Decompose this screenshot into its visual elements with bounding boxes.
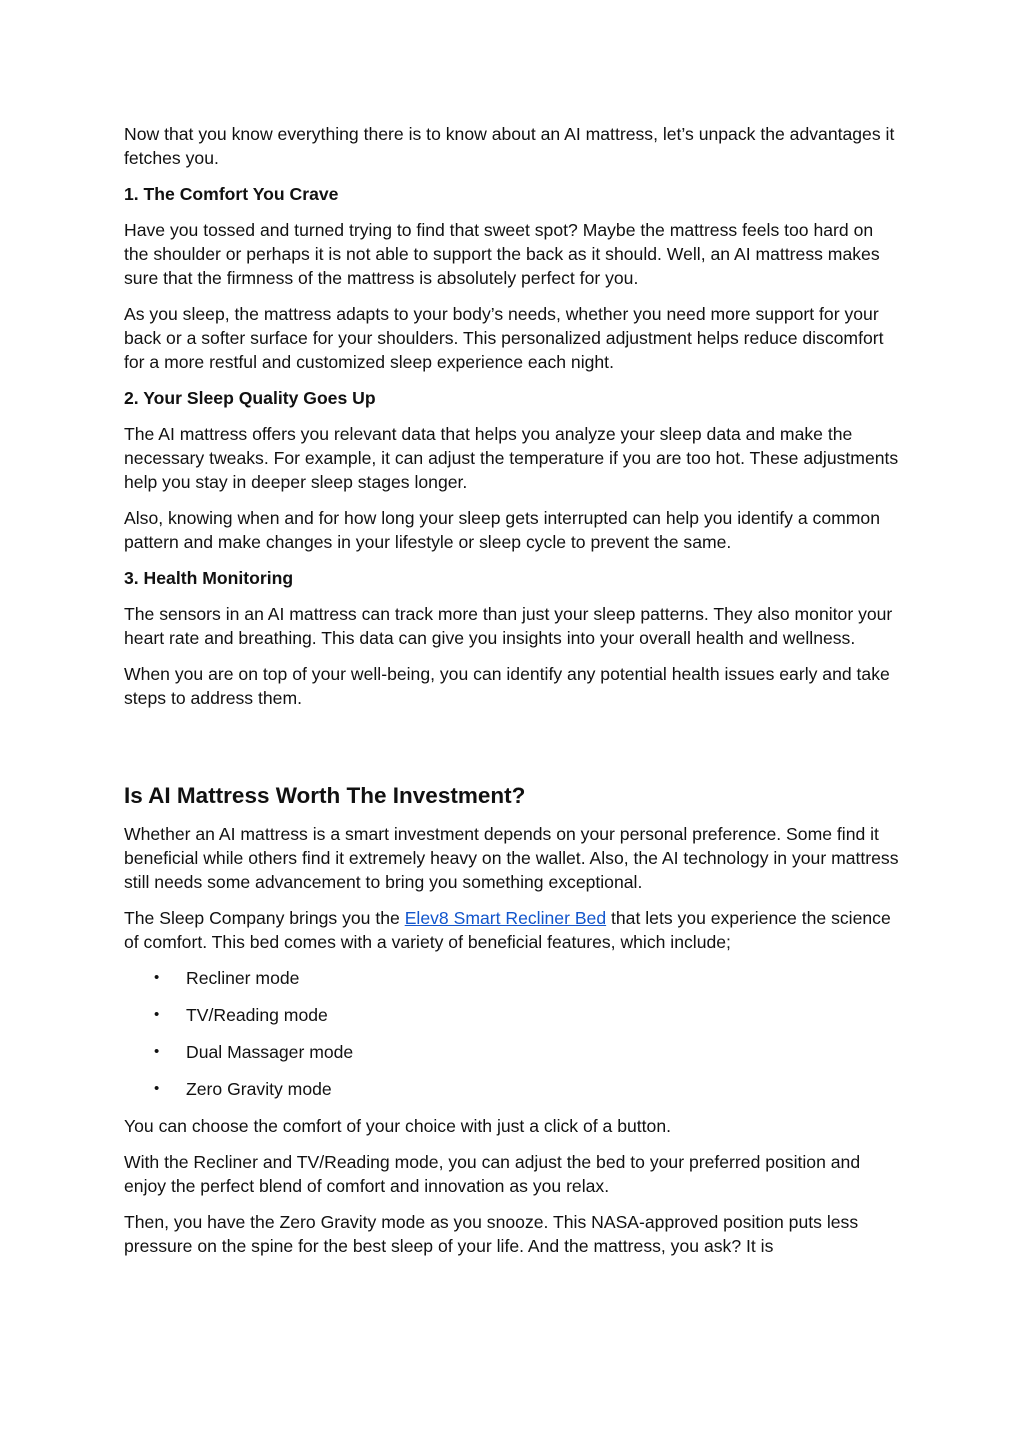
paragraph: Then, you have the Zero Gravity mode as you snooze. This NASA-approved position puts less pressure on the spine for the best sleep of your life. And the mattress, you ask? It is xyxy=(124,1212,859,1256)
list-item xyxy=(124,1040,899,1064)
bullet-icon: • xyxy=(154,1006,160,1023)
list-item-label: Zero Gravity mode xyxy=(186,1079,332,1099)
section-heading-health-monitoring: 3. Health Monitoring xyxy=(124,568,294,588)
paragraph: With the Recliner and TV/Reading mode, you can adjust the bed to your preferred position and enjoy the perfect blend of comfort and innovation as you relax. xyxy=(124,1152,861,1196)
list-item xyxy=(124,1003,899,1027)
paragraph: You can choose the comfort of your choice with just a click of a button. xyxy=(124,1116,672,1136)
section-heading-comfort: 1. The Comfort You Crave xyxy=(124,184,339,204)
list-item xyxy=(124,966,899,990)
paragraph: Also, knowing when and for how long your sleep gets interrupted can help you identify a common pattern and make changes in your lifestyle or sleep cycle to prevent the same. xyxy=(124,508,880,552)
paragraph: Whether an AI mattress is a smart investment depends on your personal preference. Some find it beneficial while others find it extremely heavy on the wallet. Also, the AI technology in your mattress still needs some advancement to bring you something exceptional. xyxy=(124,824,899,892)
paragraph: When you are on top of your well-being, you can identify any potential health issues early and take steps to address them. xyxy=(124,664,890,708)
paragraph: As you sleep, the mattress adapts to your body’s needs, whether you need more support for your back or a softer surface for your shoulders. This personalized adjustment helps reduce discomfort for a more restful and customized sleep experience each night. xyxy=(124,304,884,372)
bullet-icon: • xyxy=(154,1043,160,1060)
paragraph: The AI mattress offers you relevant data that helps you analyze your sleep data and make the necessary tweaks. For example, it can adjust the temperature if you are too hot. These adjustments help you stay in deeper sleep stages longer. xyxy=(124,424,899,492)
section-heading-sleep-quality: 2. Your Sleep Quality Goes Up xyxy=(124,388,376,408)
paragraph-with-link xyxy=(124,906,899,954)
list-item-label: Recliner mode xyxy=(186,968,300,988)
bullet-icon: • xyxy=(154,969,160,986)
bullet-icon: • xyxy=(154,1080,160,1097)
list-item-label: TV/Reading mode xyxy=(186,1005,328,1025)
paragraph: Have you tossed and turned trying to find that sweet spot? Maybe the mattress feels too hard on the shoulder or perhaps it is not able to support the back as it should. Well, an AI mattress makes sure that the firmness of the mattress is absolutely perfect for you. xyxy=(124,220,880,288)
investment-heading: Is AI Mattress Worth The Investment? xyxy=(124,783,526,808)
paragraph: The sensors in an AI mattress can track more than just your sleep patterns. They also monitor your heart rate and breathing. This data can give you insights into your overall health and wellness. xyxy=(124,604,893,648)
list-item xyxy=(124,1077,899,1101)
intro-paragraph: Now that you know everything there is to know about an AI mattress, let’s unpack the advantages it fetches you. xyxy=(124,124,895,168)
document-page xyxy=(124,122,899,1258)
features-list xyxy=(124,966,899,1101)
paragraph-text: The Sleep Company brings you the xyxy=(124,908,405,928)
paragraph-text: that lets you experience the science of comfort. This bed comes with a variety of beneficial features, which include; xyxy=(124,908,891,952)
list-item-label: Dual Massager mode xyxy=(186,1042,354,1062)
elev8-smart-recliner-bed-link[interactable]: Elev8 Smart Recliner Bed xyxy=(404,908,607,928)
